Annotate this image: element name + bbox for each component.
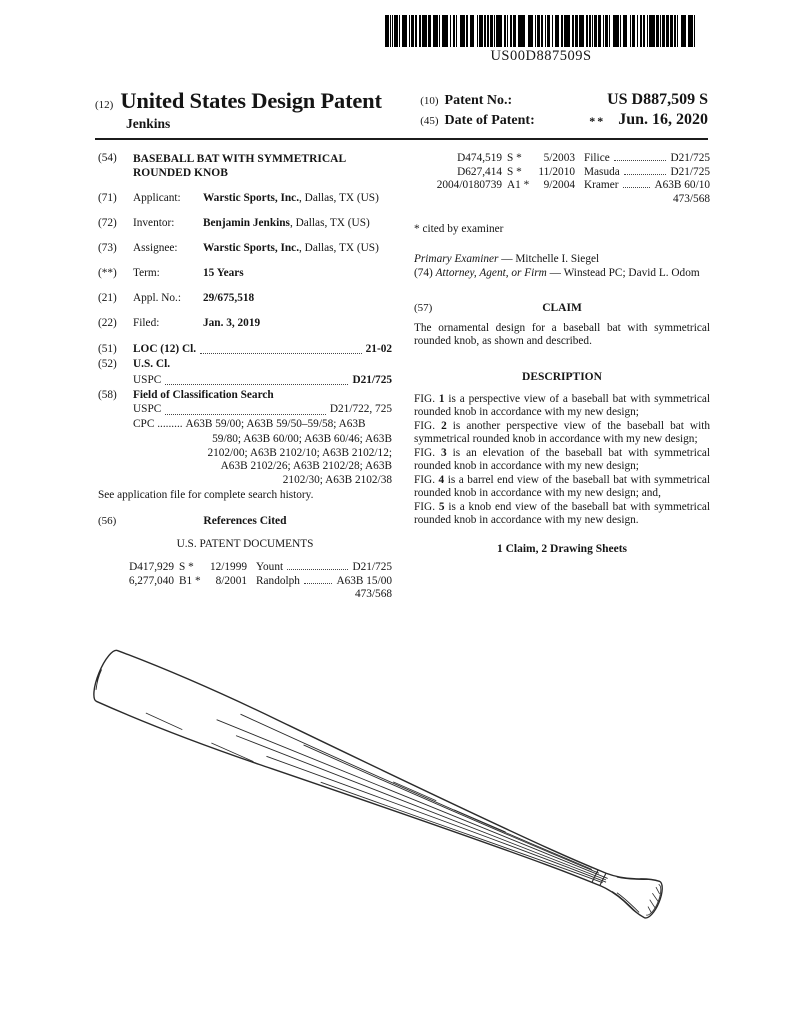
reference-row: 2004/0180739 A1 * 9/2004 Kramer A63B 60/10 [436,179,710,192]
barcode-icon [385,15,697,47]
field-search: (58) Field of Classification Search [98,388,274,401]
header [95,88,708,132]
description-body [414,393,710,528]
claims-sheets-note: 1 Claim, 2 Drawing Sheets [496,542,627,555]
field-appl-no: (21) Appl. No.: 29/675,518 [98,292,255,305]
dot-leader [624,174,667,175]
fig-description: FIG. 3 is an elevation of the baseball bat with symmetrical rounded knob in accordance with my new design; [414,446,710,473]
dot-leader [165,403,326,415]
patent-no-label: Patent No.: [444,93,513,108]
invention-title: BASEBALL BAT WITH SYMMETRICAL ROUNDED KNOB [133,153,346,180]
cpc-continuation: 2102/00; A63B 2102/10; A63B 2102/12; [207,446,392,459]
field-applicant: (71) Applicant: Warstic Sports, Inc., Dallas, TX (US) [98,192,379,205]
dot-leader [614,160,667,161]
right-column [414,152,710,602]
header-right [420,88,708,132]
us-patent-documents-heading: U.S. PATENT DOCUMENTS [176,537,314,550]
search-cpc-row: CPC ......... A63B 59/00; A63B 59/50–59/58; A63B [133,418,366,431]
field-assignee: (73) Assignee: Warstic Sports, Inc., Dallas, TX (US) [98,242,379,255]
patent-no-value: US D887,509 S [607,91,708,108]
date-label: Date of Patent: [444,113,535,128]
header-divider [95,138,708,140]
uspc-row: USPC D21/725 [133,373,392,386]
primary-examiner-label: Primary Examiner [414,252,499,265]
bibliographic-columns [98,152,710,602]
references-cited-heading: (56) References Cited [98,515,287,528]
field-inventor: (72) Inventor: Benjamin Jenkins, Dallas, TX (US) [98,217,370,230]
search-history-note: See application file for complete search history. [98,488,314,501]
reference-row: 6,277,040 B1 * 8/2001 Randolph A63B 15/00 [128,574,392,587]
reference-class-continued: 473/568 [672,192,710,205]
patent-no-code: (10) [420,95,439,107]
barcode-block [385,15,697,65]
field-loc-class: (51) LOC (12) Cl. 21-02 [98,342,392,355]
reference-row: D417,929 S * 12/1999 Yount D21/725 [129,561,392,574]
claim-text: The ornamental design for a baseball bat with symmetrical rounded knob, as shown and described. [414,321,710,348]
left-column [98,152,392,602]
inventor-surname: Jenkins [126,116,171,131]
description-heading: DESCRIPTION [522,370,602,383]
date-code: (45) [420,115,439,127]
attorney-label: Attorney, Agent, or Firm [435,267,547,280]
dot-leader [287,569,348,570]
baseball-bat-illustration [0,600,800,1035]
field-title: (54) BASEBALL BAT WITH SYMMETRICAL ROUNDED KNOB [98,152,392,181]
examiner-block: Primary Examiner — Mitchelle I. Siegel (74) Attorney, Agent, or Firm — Winstead PC; David L. Odom [414,252,700,280]
date-value: ** Jun. 16, 2020 [589,111,708,128]
cpc-continuation: 59/80; A63B 60/00; A63B 60/46; A63B [212,433,392,446]
fig-description: FIG. 5 is a knob end view of the baseball bat with symmetrical rounded knob in accordance with my new design. [414,500,710,527]
reference-class-continued: 473/568 [354,588,392,601]
document-title: United States Design Patent [120,88,382,113]
fig-description: FIG. 4 is a barrel end view of the baseball bat with symmetrical rounded knob in accordance with my new design; and, [414,473,710,500]
cited-stars: ** [589,114,606,128]
barcode-number: US00D887509S [490,48,592,64]
field-us-class: (52) U.S. Cl. [98,358,171,371]
header-left [95,88,420,132]
dot-leader [304,583,333,584]
figure-1-baseball-bat-drawing [0,600,800,1035]
claim-heading: (57) CLAIM [414,301,582,314]
cpc-continuation: 2102/30; A63B 2102/38 [282,473,392,486]
fig-description: FIG. 1 is a perspective view of a baseball bat with symmetrical rounded knob in accordance with my new design; [414,392,711,419]
dot-leader [200,343,362,355]
dot-leader [165,374,348,386]
dot-leader [623,187,651,188]
reference-row: D474,519 S * 5/2003 Filice D21/725 [457,152,710,164]
fig-description: FIG. 2 is another perspective view of the baseball bat with symmetrical rounded knob in accordance with my new design; [414,419,711,446]
kind-code: (12) [95,99,114,111]
field-filed: (22) Filed: Jan. 3, 2019 [98,317,261,330]
cited-by-examiner-note: * cited by examiner [414,223,504,236]
search-uspc-row: USPC D21/722, 725 [133,403,392,416]
field-term: (**) Term: 15 Years [98,267,244,280]
reference-row: D627,414 S * 11/2010 Masuda D21/725 [457,165,710,178]
cpc-continuation: A63B 2102/26; A63B 2102/28; A63B [220,460,392,473]
